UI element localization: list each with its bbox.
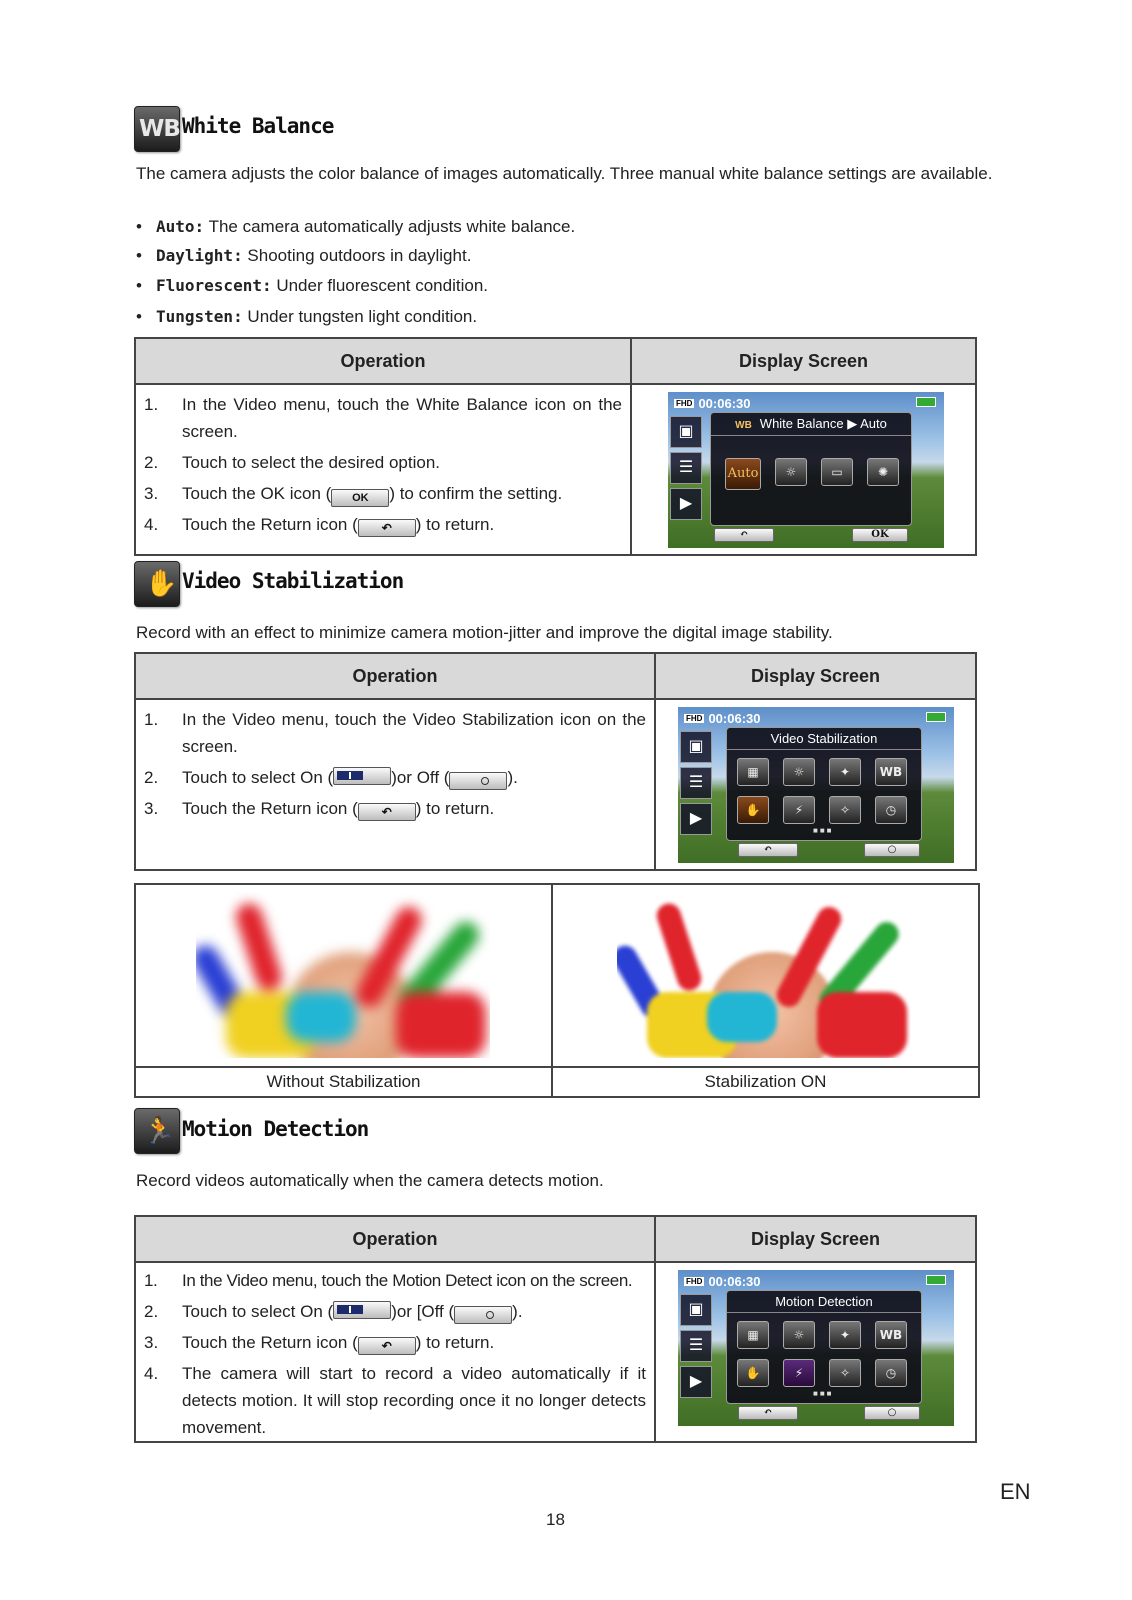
resolution-icon[interactable]: ▦	[737, 1321, 769, 1349]
video-stabilization-steps	[135, 699, 655, 870]
panel-title: Motion Detection	[727, 1291, 921, 1313]
screen-off-toggle[interactable]: ○	[864, 843, 920, 857]
col-display-screen: Display Screen	[631, 338, 976, 384]
side-menu	[678, 1294, 712, 1402]
motion-detect-icon[interactable]: ⚡	[783, 796, 815, 824]
page-number: 18	[546, 1510, 565, 1529]
battery-icon	[916, 397, 936, 407]
exposure-icon[interactable]: ☼	[783, 1321, 815, 1349]
screen-return-button[interactable]: ↶	[714, 528, 774, 542]
language-label: EN	[1000, 1479, 1031, 1504]
playback-icon[interactable]: ▶	[670, 488, 702, 520]
step-2: 2. Touch to select On ( )or Off ( ).	[136, 764, 654, 791]
video-menu-panel	[726, 727, 922, 841]
auto-option[interactable]: Auto	[725, 458, 761, 490]
caption-without-stabilization: Without Stabilization	[136, 1066, 553, 1096]
video-stabilization-display-cell	[655, 699, 976, 870]
white-balance-icon	[134, 106, 180, 152]
motion-detection-camera-screen	[678, 1270, 954, 1426]
ok-button-icon: OK	[331, 489, 389, 507]
white-balance-title: White Balance	[182, 114, 334, 138]
step-3: 3. Touch the Return icon (↶ ) to return.	[136, 1329, 654, 1356]
menu-list-icon[interactable]: ☰	[680, 1330, 712, 1362]
running-figure-icon: 🏃	[143, 1115, 176, 1145]
sharp-hands-photo	[617, 892, 911, 1058]
bullet-fluorescent: • Fluorescent: Under fluorescent condition.	[136, 276, 488, 295]
white-balance-display-cell	[631, 384, 976, 555]
resolution-icon[interactable]: ▦	[737, 758, 769, 786]
battery-icon	[926, 712, 946, 722]
stabilization-on-cell	[551, 885, 978, 1066]
off-toggle-icon	[449, 772, 507, 790]
step-1: 1. In the Video menu, touch the White Balance icon on the screen.	[144, 395, 622, 441]
step-1: 1. In the Video menu, touch the Motion Detect icon on the screen.	[144, 1271, 633, 1290]
panel-title: Video Stabilization	[727, 728, 921, 750]
camera-mode-icon[interactable]: ▣	[670, 416, 702, 448]
screen-return-button[interactable]: ↶	[738, 843, 798, 857]
caption-stabilization-on: Stabilization ON	[553, 1066, 978, 1096]
menu-list-icon[interactable]: ☰	[670, 452, 702, 484]
night-mode-icon[interactable]: ✧	[829, 1359, 861, 1387]
motion-detection-table	[134, 1215, 977, 1443]
page-dots: ■■■	[813, 826, 834, 835]
stabilization-icon[interactable]: ✋	[737, 796, 769, 824]
record-time: FHD 00:06:30	[676, 396, 751, 411]
effect-wand-icon[interactable]: ✦	[829, 758, 861, 786]
step-2: 2. Touch to select the desired option.	[144, 453, 440, 472]
bullet-auto: • Auto: The camera automatically adjusts white balance.	[136, 217, 576, 236]
white-balance-panel	[710, 412, 912, 526]
timelapse-icon[interactable]: ◷	[875, 1359, 907, 1387]
stabilization-icon[interactable]: ✋	[737, 1359, 769, 1387]
daylight-option-icon[interactable]: ☼	[775, 458, 807, 486]
record-time: FHD 00:06:30	[686, 1274, 761, 1289]
night-mode-icon[interactable]: ✧	[829, 796, 861, 824]
col-display-screen: Display Screen	[655, 653, 976, 699]
menu-list-icon[interactable]: ☰	[680, 767, 712, 799]
wb-menu-icon[interactable]: WB	[875, 758, 907, 786]
motion-detect-icon[interactable]: ⚡	[783, 1359, 815, 1387]
battery-icon	[926, 1275, 946, 1285]
blurred-hands-photo	[196, 892, 490, 1058]
off-toggle-icon	[454, 1306, 512, 1324]
record-time: FHD 00:06:30	[686, 711, 761, 726]
motion-detection-intro: Record videos automatically when the camera detects motion.	[136, 1171, 604, 1190]
playback-icon[interactable]: ▶	[680, 803, 712, 835]
return-icon	[358, 803, 416, 821]
motion-detection-display-cell	[655, 1262, 976, 1442]
tungsten-option-icon[interactable]: ✺	[867, 458, 899, 486]
step-4: 4. The camera will start to record a video automatically if it detects motion. It will stop recording once it no longer detects movement.	[144, 1364, 646, 1437]
col-operation: Operation	[135, 653, 655, 699]
playback-icon[interactable]: ▶	[680, 1366, 712, 1398]
motion-detection-steps	[135, 1262, 655, 1442]
stabilization-comparison	[134, 883, 980, 1098]
side-menu	[678, 731, 712, 839]
bullet-daylight: • Daylight: Shooting outdoors in daylight.	[136, 246, 472, 265]
without-stabilization-cell	[136, 885, 553, 1066]
return-icon	[358, 519, 416, 537]
white-balance-camera-screen	[668, 392, 944, 548]
video-stabilization-camera-screen	[678, 707, 954, 863]
side-menu	[668, 416, 702, 524]
video-stabilization-title: Video Stabilization	[182, 569, 404, 593]
hand-icon: ✋	[145, 568, 178, 598]
exposure-icon[interactable]: ☼	[783, 758, 815, 786]
step-3: 3. Touch the OK icon ( OK ) to confirm the setting.	[136, 480, 630, 507]
wb-menu-icon[interactable]: WB	[875, 1321, 907, 1349]
wb-icon-text: WB	[139, 116, 180, 142]
step-3: 3. Touch the Return icon (↶ ) to return.	[136, 795, 654, 822]
screen-ok-button[interactable]: OK	[852, 528, 908, 542]
screen-off-toggle[interactable]: ○	[864, 1406, 920, 1420]
col-display-screen: Display Screen	[655, 1216, 976, 1262]
timelapse-icon[interactable]: ◷	[875, 796, 907, 824]
step-2: 2. Touch to select On ( )or [Off ( ).	[136, 1298, 654, 1325]
bullet-tungsten: • Tungsten: Under tungsten light condition.	[136, 307, 478, 326]
video-stabilization-intro: Record with an effect to minimize camera motion-jitter and improve the digital image stability.	[136, 623, 833, 642]
white-balance-steps	[135, 384, 631, 555]
screen-return-button[interactable]: ↶	[738, 1406, 798, 1420]
effect-wand-icon[interactable]: ✦	[829, 1321, 861, 1349]
col-operation: Operation	[135, 338, 631, 384]
col-operation: Operation	[135, 1216, 655, 1262]
video-stabilization-icon	[134, 561, 180, 607]
motion-detection-icon	[134, 1108, 180, 1154]
panel-title: WB White Balance ▶ Auto	[711, 413, 911, 436]
motion-detection-title: Motion Detection	[182, 1117, 369, 1141]
video-stabilization-table	[134, 652, 977, 871]
video-menu-panel	[726, 1290, 922, 1404]
step-1: 1. In the Video menu, touch the Video Stabilization icon on the screen.	[144, 710, 646, 756]
on-toggle-icon	[333, 767, 391, 785]
return-icon	[358, 1337, 416, 1355]
fluorescent-option-icon[interactable]: ▭	[821, 458, 853, 486]
page-dots: ■■■	[813, 1389, 834, 1398]
step-4: 4. Touch the Return icon (↶ ) to return.	[136, 511, 630, 538]
camera-mode-icon[interactable]: ▣	[680, 1294, 712, 1326]
white-balance-table	[134, 337, 977, 556]
on-toggle-icon	[333, 1301, 391, 1319]
white-balance-intro: The camera adjusts the color balance of images automatically. Three manual white balance settings are available.	[136, 164, 993, 183]
camera-mode-icon[interactable]: ▣	[680, 731, 712, 763]
